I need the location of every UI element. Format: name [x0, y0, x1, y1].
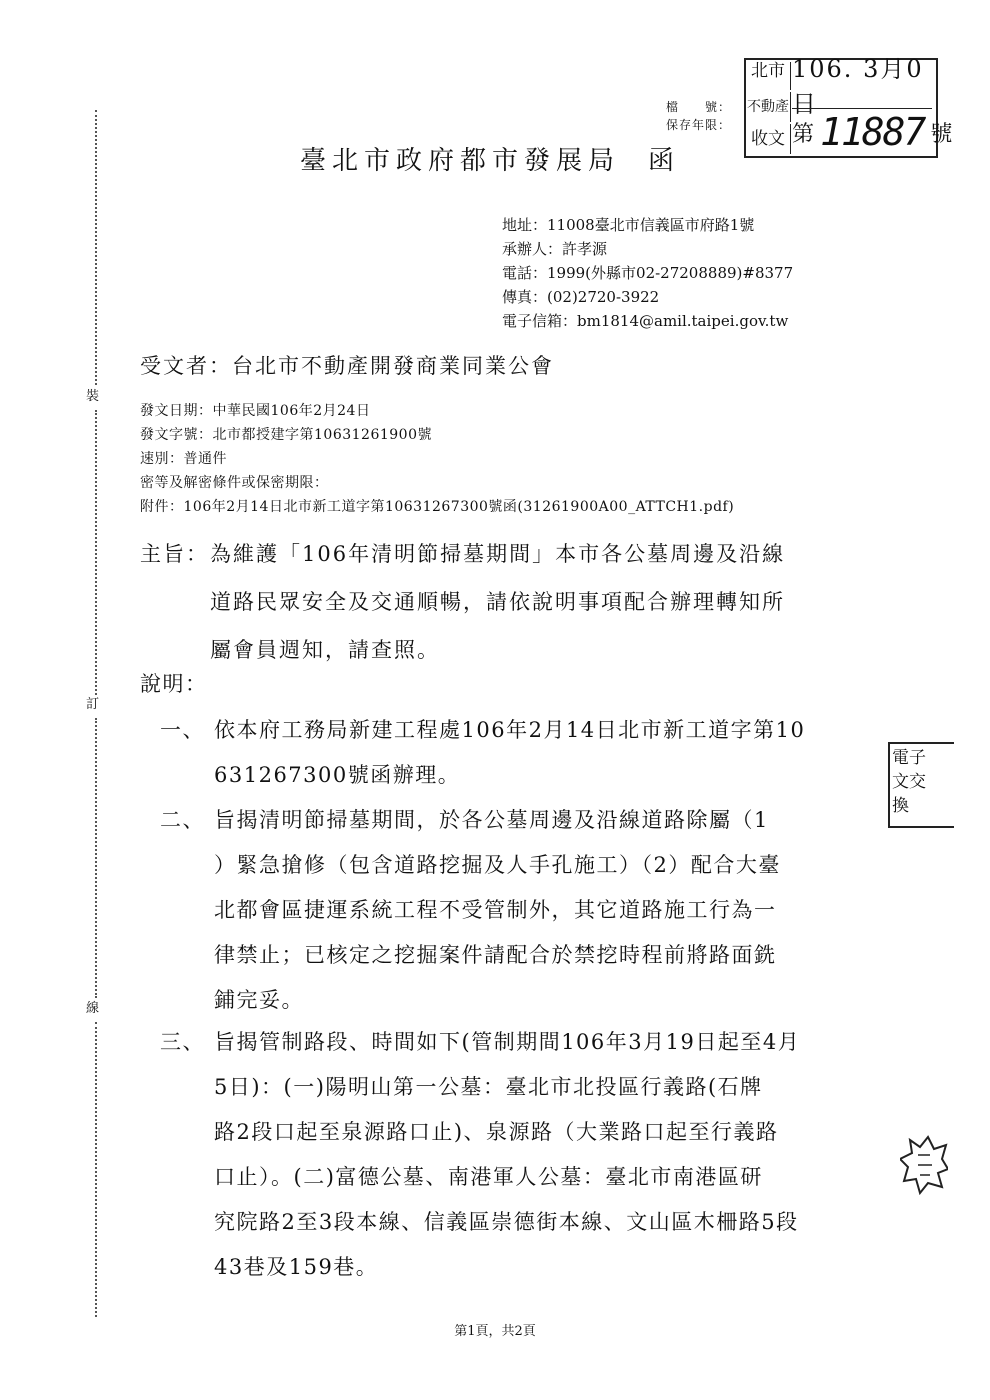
binding-line-top	[95, 110, 97, 385]
contact-email: 電子信箱：bm1814@amil.taipei.gov.tw	[502, 312, 789, 330]
letter-title-agency: 臺北市政府都市發展局	[300, 146, 621, 176]
seal-fragment-icon	[900, 1135, 948, 1195]
attachment: 附件：106年2月14日北市新工道字第10631267300號函(31261900A00_ATTCH1.pdf)	[140, 499, 735, 515]
explanation-item-1-number: 一、	[160, 718, 205, 742]
electronic-exchange-stamp	[888, 742, 954, 828]
binding-line-middle	[95, 410, 97, 695]
subject-line-1: 為維護「106年清明節掃墓期間」本市各公墓周邊及沿線	[210, 542, 786, 566]
electronic-stamp-line-3: 換	[892, 796, 909, 816]
receipt-stamp	[744, 55, 953, 158]
retention-period-label: 保存年限：	[666, 118, 730, 132]
explanation-item-3-number: 三、	[160, 1030, 205, 1054]
stamp-date: 106. 3月0日	[792, 55, 924, 118]
letter-title-type: 函	[648, 146, 681, 176]
subject-label: 主旨：	[140, 542, 209, 566]
contact-address: 地址：11008臺北市信義區市府路1號	[502, 216, 755, 234]
delivery-speed: 速別：普通件	[140, 451, 227, 467]
recipient: 受文者：台北市不動產開發商業同業公會	[140, 354, 554, 378]
explanation-label: 說明：	[140, 672, 208, 696]
binding-mark-zhuang: 裝	[86, 389, 100, 404]
stamp-number-handwritten: 11887	[820, 110, 925, 154]
explanation-item-2-text: 旨揭清明節掃墓期間，於各公墓周邊及沿線道路除屬（1 ）緊急搶修（包含道路挖掘及人手孔施工）（2）配合大臺 北都會區捷運系統工程不受管制外，其它道路施工行為一 律禁止；已核定之挖掘案件請配合於禁挖時程前將路面銑 鋪完妥。	[214, 808, 781, 1012]
subject-line-3: 屬會員週知，請查照。	[210, 638, 440, 662]
contact-handler: 承辦人：許孝源	[502, 240, 608, 258]
issue-date: 發文日期：中華民國106年2月24日	[140, 403, 371, 419]
explanation-item-2-number: 二、	[160, 808, 205, 832]
file-number-label: 檔 號：	[666, 100, 730, 114]
contact-fax: 傳真：(02)2720-3922	[502, 288, 660, 306]
page-footer: 第1頁，共2頁	[454, 1324, 536, 1339]
letter-title	[300, 140, 680, 177]
binding-line-bottom	[95, 1022, 97, 1317]
subject-body	[210, 530, 930, 674]
binding-mark-ding: 訂	[86, 697, 100, 712]
stamp-city: 北市	[746, 62, 791, 90]
subject-line-2: 道路民眾安全及交通順暢，請依說明事項配合辦理轉知所	[210, 590, 785, 614]
document-number: 發文字號：北市都授建字第10631261900號	[140, 427, 432, 443]
electronic-stamp-line-2: 文交	[892, 772, 926, 792]
stamp-number	[792, 108, 953, 155]
explanation-item-1-text: 依本府工務局新建工程處106年2月14日北市新工道字第10 631267300號函辦理。	[214, 718, 806, 787]
binding-mark-xian: 線	[86, 1001, 100, 1016]
secrecy-level: 密等及解密條件或保密期限：	[140, 475, 329, 491]
stamp-number-prefix: 第	[792, 121, 815, 147]
stamp-number-suffix: 號	[930, 121, 953, 147]
contact-phone: 電話：1999(外縣市02-27208889)#8377	[502, 264, 794, 282]
explanation-item-3-text: 旨揭管制路段、時間如下(管制期間106年3月19日起至4月 5日)：(一)陽明山第一公墓：臺北市北投區行義路(石牌 路2段口起至泉源路口止)、泉源路（大業路口起至行義路 口止）。(二)富德公墓、南港軍人公墓：臺北市南港區研 究院路2至3段本線、信義區崇德街本線、文山區木柵路5段 43巷及159巷。	[214, 1030, 801, 1279]
binding-line-lower	[95, 718, 97, 998]
stamp-recv: 收文	[746, 124, 791, 154]
electronic-stamp-line-1: 電子	[892, 748, 926, 768]
stamp-dept: 不動產	[746, 92, 791, 122]
